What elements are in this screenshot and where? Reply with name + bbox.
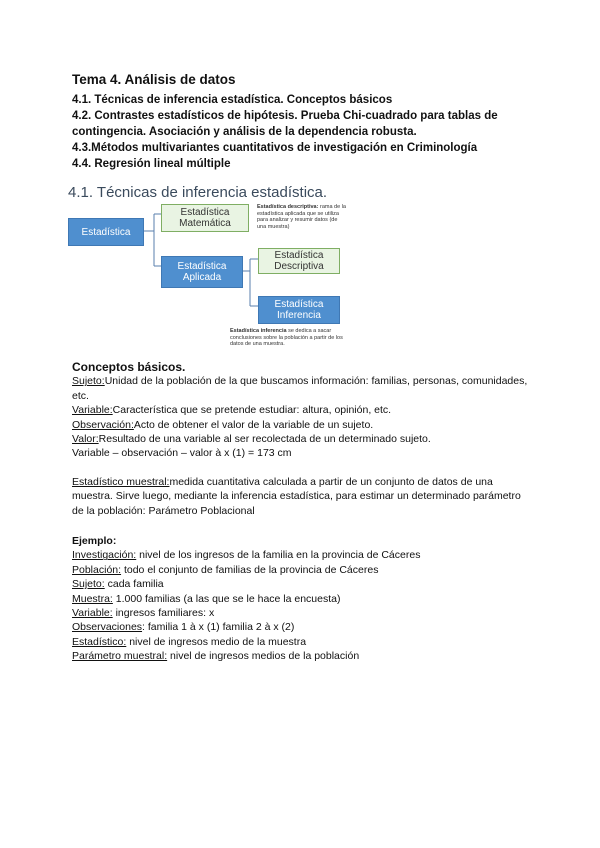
concept-item: Variable:Característica que se pretende estudiar: altura, opinión, etc.: [72, 404, 392, 417]
example-item: Muestra: 1.000 familias (a las que se le hace la encuesta): [72, 592, 341, 605]
page-title: Tema 4. Análisis de datos: [72, 72, 236, 87]
concept-item: Valor:Resultado de una variable al ser recolectada de un determinado sujeto.: [72, 433, 431, 446]
example-item: Población: todo el conjunto de familias de la provincia de Cáceres: [72, 563, 379, 576]
example-item: Estadístico: nivel de ingresos medio de la muestra: [72, 635, 307, 648]
formula-line: Variable – observación – valor à x (1) = 173 cm: [72, 447, 292, 460]
example-item: Variable: ingresos familiares: x: [72, 607, 215, 620]
note-inferencia-body: se dedica a sacar conclusiones sobre la población a partir de los datos de una muestra.: [230, 328, 343, 347]
concept-item: Sujeto:Unidad de la población de la que buscamos información: familias, personas, comunidades, etc.: [72, 375, 528, 402]
example-item: Sujeto: cada familia: [72, 578, 164, 591]
table-of-contents: [72, 92, 542, 172]
toc-item: 4.3.Métodos multivariantes cuantitativos de investigación en Criminología: [72, 142, 478, 154]
example-item: Parámetro muestral: nivel de ingresos medios de la población: [72, 650, 360, 663]
box-estadistica: Estadística: [68, 218, 144, 246]
box-estadistica-descriptiva: Estadística Descriptiva: [258, 248, 340, 274]
note-inferencia: [230, 328, 356, 348]
box-estadistica-aplicada: Estadística Aplicada: [161, 256, 243, 288]
estadistico-muestral: Estadístico muestral:medida cuantitativa calculada a partir de un conjunto de datos de una muestra. Sirve luego, mediante la inferencia estadística, para estimar un determinado parámetro de la población: Parámetro Poblacional: [72, 475, 521, 517]
statistics-diagram: [66, 184, 366, 356]
note-inferencia-head: Estadística inferencia: [230, 328, 287, 334]
concept-item: Observación:Acto de obtener el valor de la variable de un sujeto.: [72, 418, 374, 431]
note-descriptiva: [257, 204, 347, 230]
conceptos-heading: Conceptos básicos.: [72, 360, 186, 374]
ejemplo-heading: Ejemplo:: [72, 535, 117, 547]
note-descriptiva-body: rama de la estadística aplicada que se utiliza para analizar y resumir datos (de una muestra): [257, 204, 346, 230]
toc-item: 4.1. Técnicas de inferencia estadística. Conceptos básicos: [72, 94, 393, 106]
toc-item: 4.2. Contrastes estadísticos de hipótesis. Prueba Chi-cuadrado para tablas de contingencia. Asociación y análisis de la dependencia robusta.: [72, 110, 498, 138]
box-estadistica-matematica: Estadística Matemática: [161, 204, 249, 232]
toc-item: 4.4. Regresión lineal múltiple: [72, 158, 231, 170]
diagram-title: 4.1. Técnicas de inferencia estadística.: [68, 184, 328, 201]
ejemplo-section: [72, 534, 532, 664]
example-item: Investigación: nivel de los ingresos de la familia en la provincia de Cáceres: [72, 549, 421, 562]
conceptos-section: [72, 360, 532, 518]
example-item: Observaciones: familia 1 à x (1) familia 2 à x (2): [72, 621, 295, 634]
box-estadistica-inferencia: Estadística Inferencia: [258, 296, 340, 324]
note-descriptiva-head: Estadística descriptiva:: [257, 204, 319, 210]
